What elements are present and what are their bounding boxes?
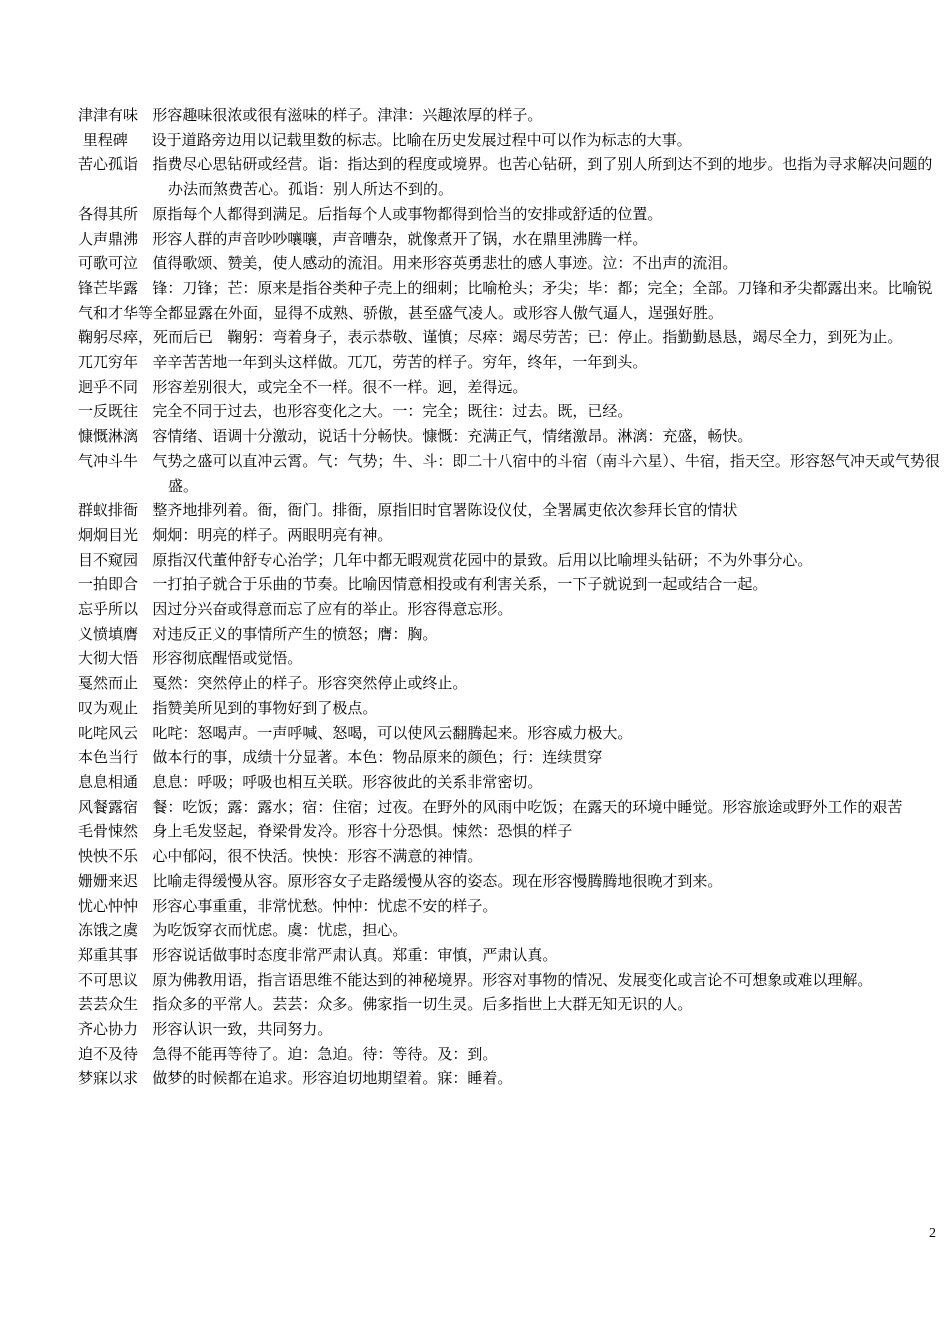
term-gap bbox=[138, 452, 152, 470]
idiom-entry bbox=[78, 449, 940, 498]
idiom-term: 毛骨悚然 bbox=[78, 822, 139, 841]
term-gap bbox=[138, 995, 152, 1013]
term-gap bbox=[138, 526, 152, 544]
term-gap bbox=[138, 254, 152, 272]
idiom-entry bbox=[78, 1042, 940, 1067]
term-gap bbox=[138, 724, 152, 742]
idiom-term: 兀兀穷年 bbox=[78, 353, 139, 372]
idiom-term: 里程碑 bbox=[78, 130, 128, 149]
idiom-term: 大彻大悟 bbox=[78, 649, 139, 668]
idiom-term: 不可思议 bbox=[78, 970, 139, 989]
idiom-definition: 值得歌颂、赞美，使人感动的流泪。用来形容英勇悲壮的感人事迹。泣：不出声的流泪。 bbox=[152, 254, 738, 273]
idiom-entry bbox=[78, 424, 940, 449]
idiom-entry bbox=[78, 276, 940, 325]
idiom-definition: 指众多的平常人。芸芸：众多。佛家指一切生灵。后多指世上大群无知无识的人。 bbox=[152, 995, 693, 1014]
idiom-term: 叱咤风云 bbox=[78, 723, 139, 742]
idiom-entry bbox=[78, 350, 940, 375]
idiom-definition: 急得不能再等待了。迫：急迫。待：等待。及：到。 bbox=[152, 1044, 498, 1063]
idiom-term: 怏怏不乐 bbox=[78, 847, 139, 866]
idiom-term: 芸芸众生 bbox=[78, 995, 139, 1014]
term-gap bbox=[138, 798, 152, 816]
idiom-entry bbox=[78, 572, 940, 597]
idiom-definition: 做梦的时候都在追求。形容迫切地期望着。寐：睡着。 bbox=[152, 1069, 513, 1088]
idiom-term: 迫不及待 bbox=[78, 1044, 139, 1063]
idiom-definition: 整齐地排列着。衙，衙门。排衙，原指旧时官署陈设仪仗，全署属吏依次参拜长官的情状 bbox=[152, 501, 738, 520]
idiom-definition: 形容人群的声音吵吵嚷嚷，声音嘈杂，就像煮开了锅，水在鼎里沸腾一样。 bbox=[152, 229, 648, 248]
idiom-entry bbox=[78, 646, 940, 671]
idiom-term: 姗姗来迟 bbox=[78, 871, 139, 890]
term-gap bbox=[138, 674, 152, 692]
idiom-entry bbox=[78, 498, 940, 523]
idiom-entry bbox=[78, 548, 940, 573]
idiom-definition: 完全不同于过去，也形容变化之大。一：完全；既往：过去。既，已经。 bbox=[152, 402, 633, 421]
idiom-term: 迥乎不同 bbox=[78, 377, 139, 396]
idiom-definition: 形容趣味很浓或很有滋味的样子。津津：兴趣浓厚的样子。 bbox=[152, 106, 543, 124]
idiom-definition: 鞠躬：弯着身子，表示恭敬、谨慎；尽瘁：竭尽劳苦；已：停止。指勤勤恳恳，竭尽全力，到死为止。 bbox=[227, 328, 903, 347]
term-gap bbox=[138, 205, 152, 223]
idiom-definition: 叱咤：怒喝声。一声呼喊、怒喝，可以使风云翻腾起来。形容威力极大。 bbox=[152, 723, 633, 742]
idiom-entry bbox=[78, 992, 940, 1017]
idiom-term: 气冲斗牛 bbox=[78, 451, 139, 470]
idiom-entry bbox=[78, 103, 940, 128]
idiom-term: 冻饿之虞 bbox=[78, 921, 139, 940]
idiom-definition: 形容差别很大，或完全不一样。很不一样。迥，差得远。 bbox=[152, 377, 528, 396]
term-gap bbox=[138, 921, 152, 939]
term-gap bbox=[138, 872, 152, 890]
idiom-term: 一拍即合 bbox=[78, 575, 139, 594]
idiom-entry bbox=[78, 745, 940, 770]
idiom-definition: 形容说话做事时态度非常严肃认真。郑重：审慎，严肃认真。 bbox=[152, 945, 558, 964]
idiom-term: 齐心协力 bbox=[78, 1020, 139, 1039]
idiom-entry bbox=[78, 894, 940, 919]
idiom-entry bbox=[78, 968, 940, 993]
idiom-entry bbox=[78, 325, 940, 350]
idiom-definition: 气势之盛可以直冲云霄。气：气势；牛、斗：即二十八宿中的斗宿（南斗六星）、牛宿，指天空。形容怒气冲天或气势很盛。 bbox=[152, 451, 940, 495]
idiom-definition: 餐：吃饭；露：露水；宿：住宿；过夜。在野外的风雨中吃饭；在露天的环境中睡觉。形容旅途或野外工作的艰苦 bbox=[152, 797, 903, 816]
term-gap bbox=[138, 748, 152, 766]
term-gap bbox=[138, 501, 152, 519]
idiom-entry bbox=[78, 943, 940, 968]
term-gap bbox=[138, 1020, 152, 1038]
term-gap bbox=[138, 1045, 152, 1063]
idiom-term: 一反既往 bbox=[78, 402, 139, 421]
idiom-term: 本色当行 bbox=[78, 748, 139, 767]
term-gap bbox=[138, 649, 152, 667]
term-gap bbox=[138, 600, 152, 618]
term-gap bbox=[138, 946, 152, 964]
idiom-term: 各得其所 bbox=[78, 204, 139, 223]
term-gap bbox=[213, 328, 227, 346]
idiom-term: 戛然而止 bbox=[78, 674, 139, 693]
idiom-definition: 一打拍子就合于乐曲的节奏。比喻因情意相投或有利害关系，一下子就说到一起或结合一起。 bbox=[152, 575, 768, 594]
idiom-entry bbox=[78, 375, 940, 400]
idiom-definition: 为吃饭穿衣而忧虑。虞：忧虑，担心。 bbox=[152, 921, 408, 940]
term-gap bbox=[138, 402, 152, 420]
idiom-definition: 指费尽心思钻研或经营。诣：指达到的程度或境界。也苦心钻研，到了别人所到达不到的地步。也指为寻求解决问题的办法而煞费苦心。孤诣：别人所达不到的。 bbox=[152, 155, 933, 199]
term-gap bbox=[138, 427, 152, 445]
idiom-definition: 做本行的事，成绩十分显著。本色：物品原来的颜色；行：连续贯穿 bbox=[152, 748, 603, 767]
idiom-entry bbox=[78, 844, 940, 869]
term-gap bbox=[138, 847, 152, 865]
idiom-term: 义愤填膺 bbox=[78, 624, 139, 643]
term-gap bbox=[138, 230, 152, 248]
idiom-term: 鞠躬尽瘁，死而后已 bbox=[78, 328, 214, 347]
idiom-term: 津津有味 bbox=[78, 106, 139, 124]
idiom-definition: 设于道路旁边用以记载里数的标志。比喻在历史发展过程中可以作为标志的大事。 bbox=[151, 130, 692, 149]
idiom-entry bbox=[78, 227, 940, 252]
idiom-entry bbox=[78, 869, 940, 894]
idiom-list bbox=[78, 103, 940, 1091]
idiom-term: 群蚁排衙 bbox=[78, 501, 139, 520]
term-gap bbox=[138, 897, 152, 915]
idiom-definition: 原指每个人都得到满足。后指每个人或事物都得到恰当的安排或舒适的位置。 bbox=[152, 204, 663, 223]
idiom-entry bbox=[78, 1066, 940, 1091]
idiom-term: 锋芒毕露 bbox=[78, 278, 139, 297]
idiom-definition: 比喻走得缓慢从容。原形容女子走路缓慢从容的姿态。现在形容慢腾腾地很晚才到来。 bbox=[152, 871, 723, 890]
term-gap bbox=[138, 378, 152, 396]
term-gap bbox=[138, 699, 152, 717]
idiom-entry bbox=[78, 622, 940, 647]
term-gap bbox=[138, 353, 152, 371]
idiom-definition: 形容心事重重，非常忧愁。忡忡：忧虑不安的样子。 bbox=[152, 896, 498, 915]
idiom-definition: 因过分兴奋或得意而忘了应有的举止。形容得意忘形。 bbox=[152, 600, 513, 619]
idiom-term: 炯炯目光 bbox=[78, 525, 139, 544]
idiom-term: 慷慨淋漓 bbox=[78, 427, 139, 446]
idiom-term: 梦寐以求 bbox=[78, 1069, 139, 1088]
idiom-definition: 原为佛教用语，指言语思维不能达到的神秘境界。形容对事物的情况、发展变化或言论不可想象或难以理解。 bbox=[152, 970, 873, 989]
idiom-term: 目不窥园 bbox=[78, 550, 139, 569]
idiom-definition: 炯炯：明亮的样子。两眼明亮有神。 bbox=[152, 525, 393, 544]
term-gap bbox=[138, 773, 152, 791]
idiom-term: 可歌可泣 bbox=[78, 254, 139, 273]
idiom-definition: 容情绪、语调十分激动，说话十分畅快。慷慨：充满正气，情绪激昂。淋漓：充盛，畅快。 bbox=[152, 427, 753, 446]
idiom-entry bbox=[78, 819, 940, 844]
idiom-entry bbox=[78, 721, 940, 746]
idiom-entry bbox=[78, 523, 940, 548]
idiom-entry bbox=[78, 202, 940, 227]
idiom-entry bbox=[78, 770, 940, 795]
term-gap bbox=[138, 106, 152, 124]
term-gap bbox=[138, 822, 152, 840]
term-gap bbox=[138, 971, 152, 989]
idiom-term: 风餐露宿 bbox=[78, 797, 139, 816]
idiom-term: 叹为观止 bbox=[78, 698, 139, 717]
idiom-entry bbox=[78, 671, 940, 696]
idiom-entry bbox=[78, 795, 940, 820]
idiom-entry bbox=[78, 152, 940, 201]
idiom-definition: 戛然：突然停止的样子。形容突然停止或终止。 bbox=[152, 674, 468, 693]
idiom-definition: 形容彻底醒悟或觉悟。 bbox=[152, 649, 303, 668]
term-gap bbox=[138, 551, 152, 569]
idiom-definition: 对违反正义的事情所产生的愤怒；膺：胸。 bbox=[152, 624, 438, 643]
page-number: 2 bbox=[929, 1226, 936, 1241]
term-gap bbox=[138, 625, 152, 643]
idiom-definition: 心中郁闷，很不快活。怏怏：形容不满意的神情。 bbox=[152, 847, 483, 866]
idiom-entry bbox=[78, 1017, 940, 1042]
idiom-definition: 锋：刀锋；芒：原来是指谷类种子壳上的细刺；比喻枪头；矛尖；毕：都；完全；全部。刀锋和矛尖都露出来。比喻锐气和才华等全都显露在外面，显得不成熟、骄傲，甚至盛气凌人。或形容人傲气逼人，逞强好胜。 bbox=[78, 278, 933, 322]
idiom-entry bbox=[78, 918, 940, 943]
idiom-definition: 原指汉代董仲舒专心治学；几年中都无暇观赏花园中的景致。后用以比喻埋头钻研；不为外事分心。 bbox=[152, 550, 813, 569]
term-gap bbox=[128, 131, 152, 149]
idiom-entry bbox=[78, 597, 940, 622]
idiom-term: 忘乎所以 bbox=[78, 600, 139, 619]
idiom-term: 郑重其事 bbox=[78, 945, 139, 964]
idiom-entry bbox=[78, 399, 940, 424]
term-gap bbox=[138, 575, 152, 593]
idiom-term: 人声鼎沸 bbox=[78, 229, 139, 248]
term-gap bbox=[138, 155, 152, 173]
idiom-term: 息息相通 bbox=[78, 772, 139, 791]
term-gap bbox=[138, 1069, 152, 1087]
idiom-term: 忧心忡忡 bbox=[78, 896, 139, 915]
idiom-entry bbox=[78, 251, 940, 276]
term-gap bbox=[138, 279, 152, 297]
idiom-definition: 指赞美所见到的事物好到了极点。 bbox=[152, 698, 378, 717]
idiom-definition: 形容认识一致，共同努力。 bbox=[152, 1020, 333, 1039]
idiom-entry bbox=[78, 128, 940, 153]
idiom-term: 苦心孤诣 bbox=[78, 155, 139, 174]
idiom-definition: 息息：呼吸；呼吸也相互关联。形容彼此的关系非常密切。 bbox=[152, 772, 543, 791]
idiom-definition: 辛辛苦苦地一年到头这样做。兀兀，劳苦的样子。穷年，终年，一年到头。 bbox=[152, 353, 648, 372]
idiom-definition: 身上毛发竖起，脊梁骨发冷。形容十分恐惧。悚然：恐惧的样子 bbox=[152, 822, 573, 841]
idiom-entry bbox=[78, 696, 940, 721]
